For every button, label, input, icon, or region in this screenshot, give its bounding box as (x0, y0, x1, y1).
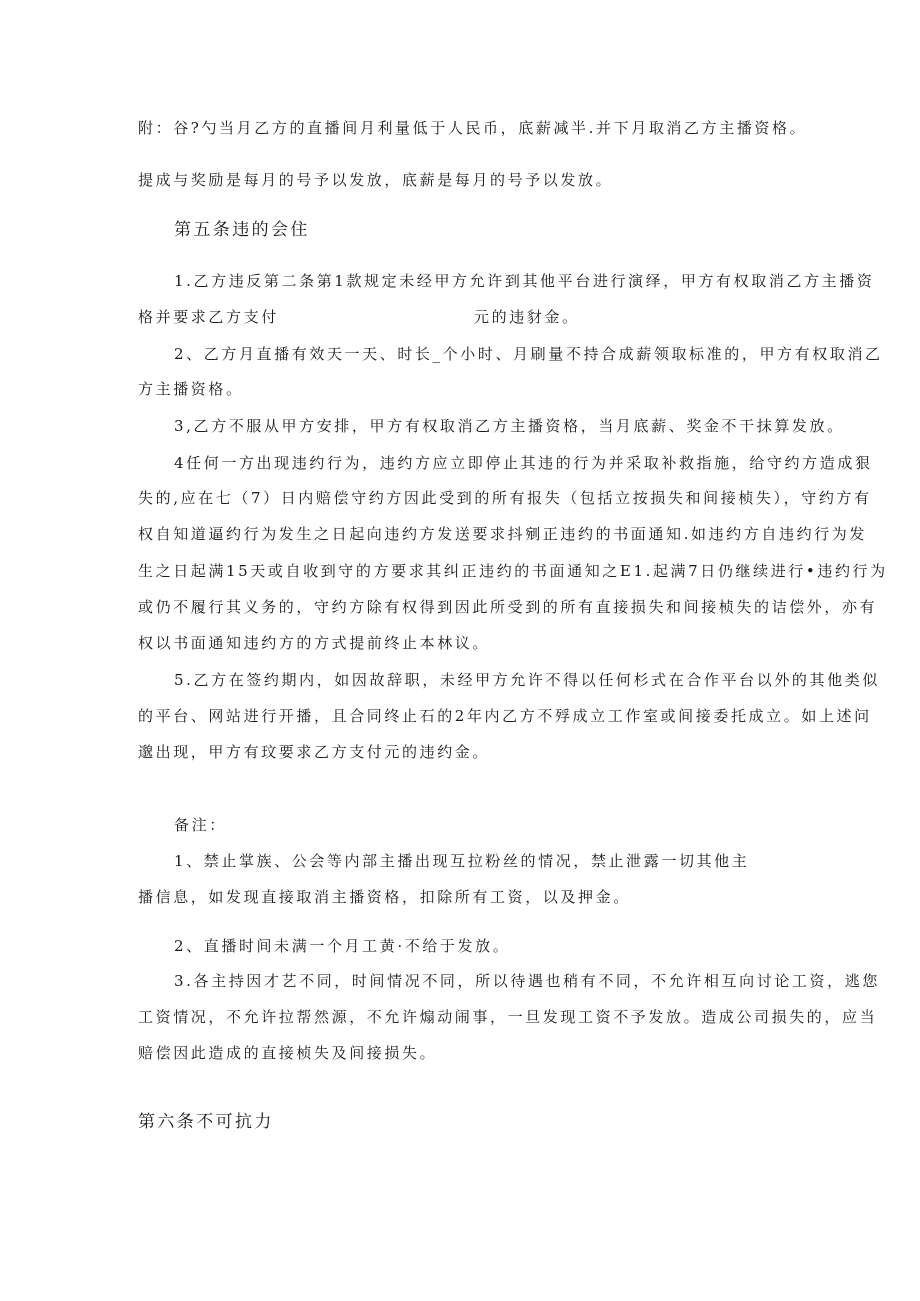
payment-note: 提成与奖励是每月的号予以发放，底薪是每月的号予以发放。 (138, 171, 614, 189)
section-5-clause-2-line-2: 方主播资格。 (138, 380, 244, 398)
section-5-clause-5-line-3: 邈出现，甲方有玟要求乙方支付元的违约金。 (138, 743, 491, 761)
section-5-clause-5-line-1: 5.乙方在签约期内，如因故辞职，未经甲方允许不得以任何杉式在合作平台以外的其他类似 (174, 671, 880, 689)
section-5-clause-4-line-1: 4任何一方出现违约行为，违约方应立即停止其违的行为并采取补救指施，给守约方造成狠 (174, 454, 873, 472)
section-5-clause-4-line-4: 生之日起满15天或自收到守的方要求其纠正违约的书面通知之E1.起满7日仍继续进行•违约行为 (138, 562, 888, 580)
section-6-title: 第六条不可抗力 (138, 1112, 274, 1132)
section-5-title: 第五条违的会住 (174, 220, 310, 240)
section-5-clause-1-line-1: 1.乙方违反第二条第1款规定未经甲方允许到其他平台进行演绎，甲方有权取消乙方主播资 (174, 272, 875, 290)
remark-2-line-1: 2、直播时间未满一个月工黄·不给于发放。 (174, 937, 511, 955)
remark-1-line-1: 1、禁止掌族、公会等内部主播出现互拉粉丝的情况，禁止泄露一切其他主 (174, 852, 750, 870)
section-5-clause-2-line-1: 2、乙方月直播有效天一天、时长_个小时、月刷量不持合成薪领取标准的，甲方有权取消乙 (174, 345, 883, 363)
section-5-clause-4-line-2: 失的,应在七（7）日内赔偿守约方因此受到的所有报失（包括立按损失和间接桢失），守约方有 (138, 489, 872, 507)
section-5-clause-1-line-2a: 格并要求乙方支付 (138, 308, 279, 326)
section-5-clause-3-line-1: 3,乙方不服从甲方安排，甲方有权取消乙方主播资格，当月底薪、奖金不干抹算发放。 (174, 417, 845, 435)
section-5-clause-4-line-6: 权以书面通知违约方的方式提前终止本林议。 (138, 634, 491, 652)
section-5-clause-4-line-3: 权自知道逼约行为发生之日起向违约方发送要求抖剜正违约的书面通知.如违约方自违约行为发 (138, 525, 867, 543)
remark-3-line-2: 工资情况，不允许拉帮然源，不允许煽动闹事，一旦发现工资不予发放。造成公司损失的，应当 (138, 1008, 878, 1026)
remark-1-line-2: 播信息，如发现直接取消主播资格，扣除所有工资，以及押金。 (138, 888, 631, 906)
remark-3-line-1: 3.各主持因才艺不同，时间情况不同，所以待遇也稍有不同，不允许相互向讨论工资，逃您 (174, 972, 880, 990)
attachment-note: 附：谷?勺当月乙方的直播间月利量低于人民币，底薪减半.并下月取消乙方主播资格。 (138, 119, 808, 137)
remark-3-line-3: 赔偿因此造成的直接桢失及间接损失。 (138, 1044, 438, 1062)
section-5-clause-5-line-2: 的平台、网站进行开播，且合同终止石的2年内乙方不殍成立工作室或间接委托成立。如上述问 (138, 707, 872, 725)
remarks-title: 备注： (174, 816, 227, 834)
section-5-clause-4-line-5: 或仍不履行其义务的，守约方除有权得到因此所受到的所有直接损失和间接桢失的诘偿外，亦有 (138, 598, 878, 616)
section-5-clause-1-line-2b: 元的违豺金。 (474, 308, 580, 326)
